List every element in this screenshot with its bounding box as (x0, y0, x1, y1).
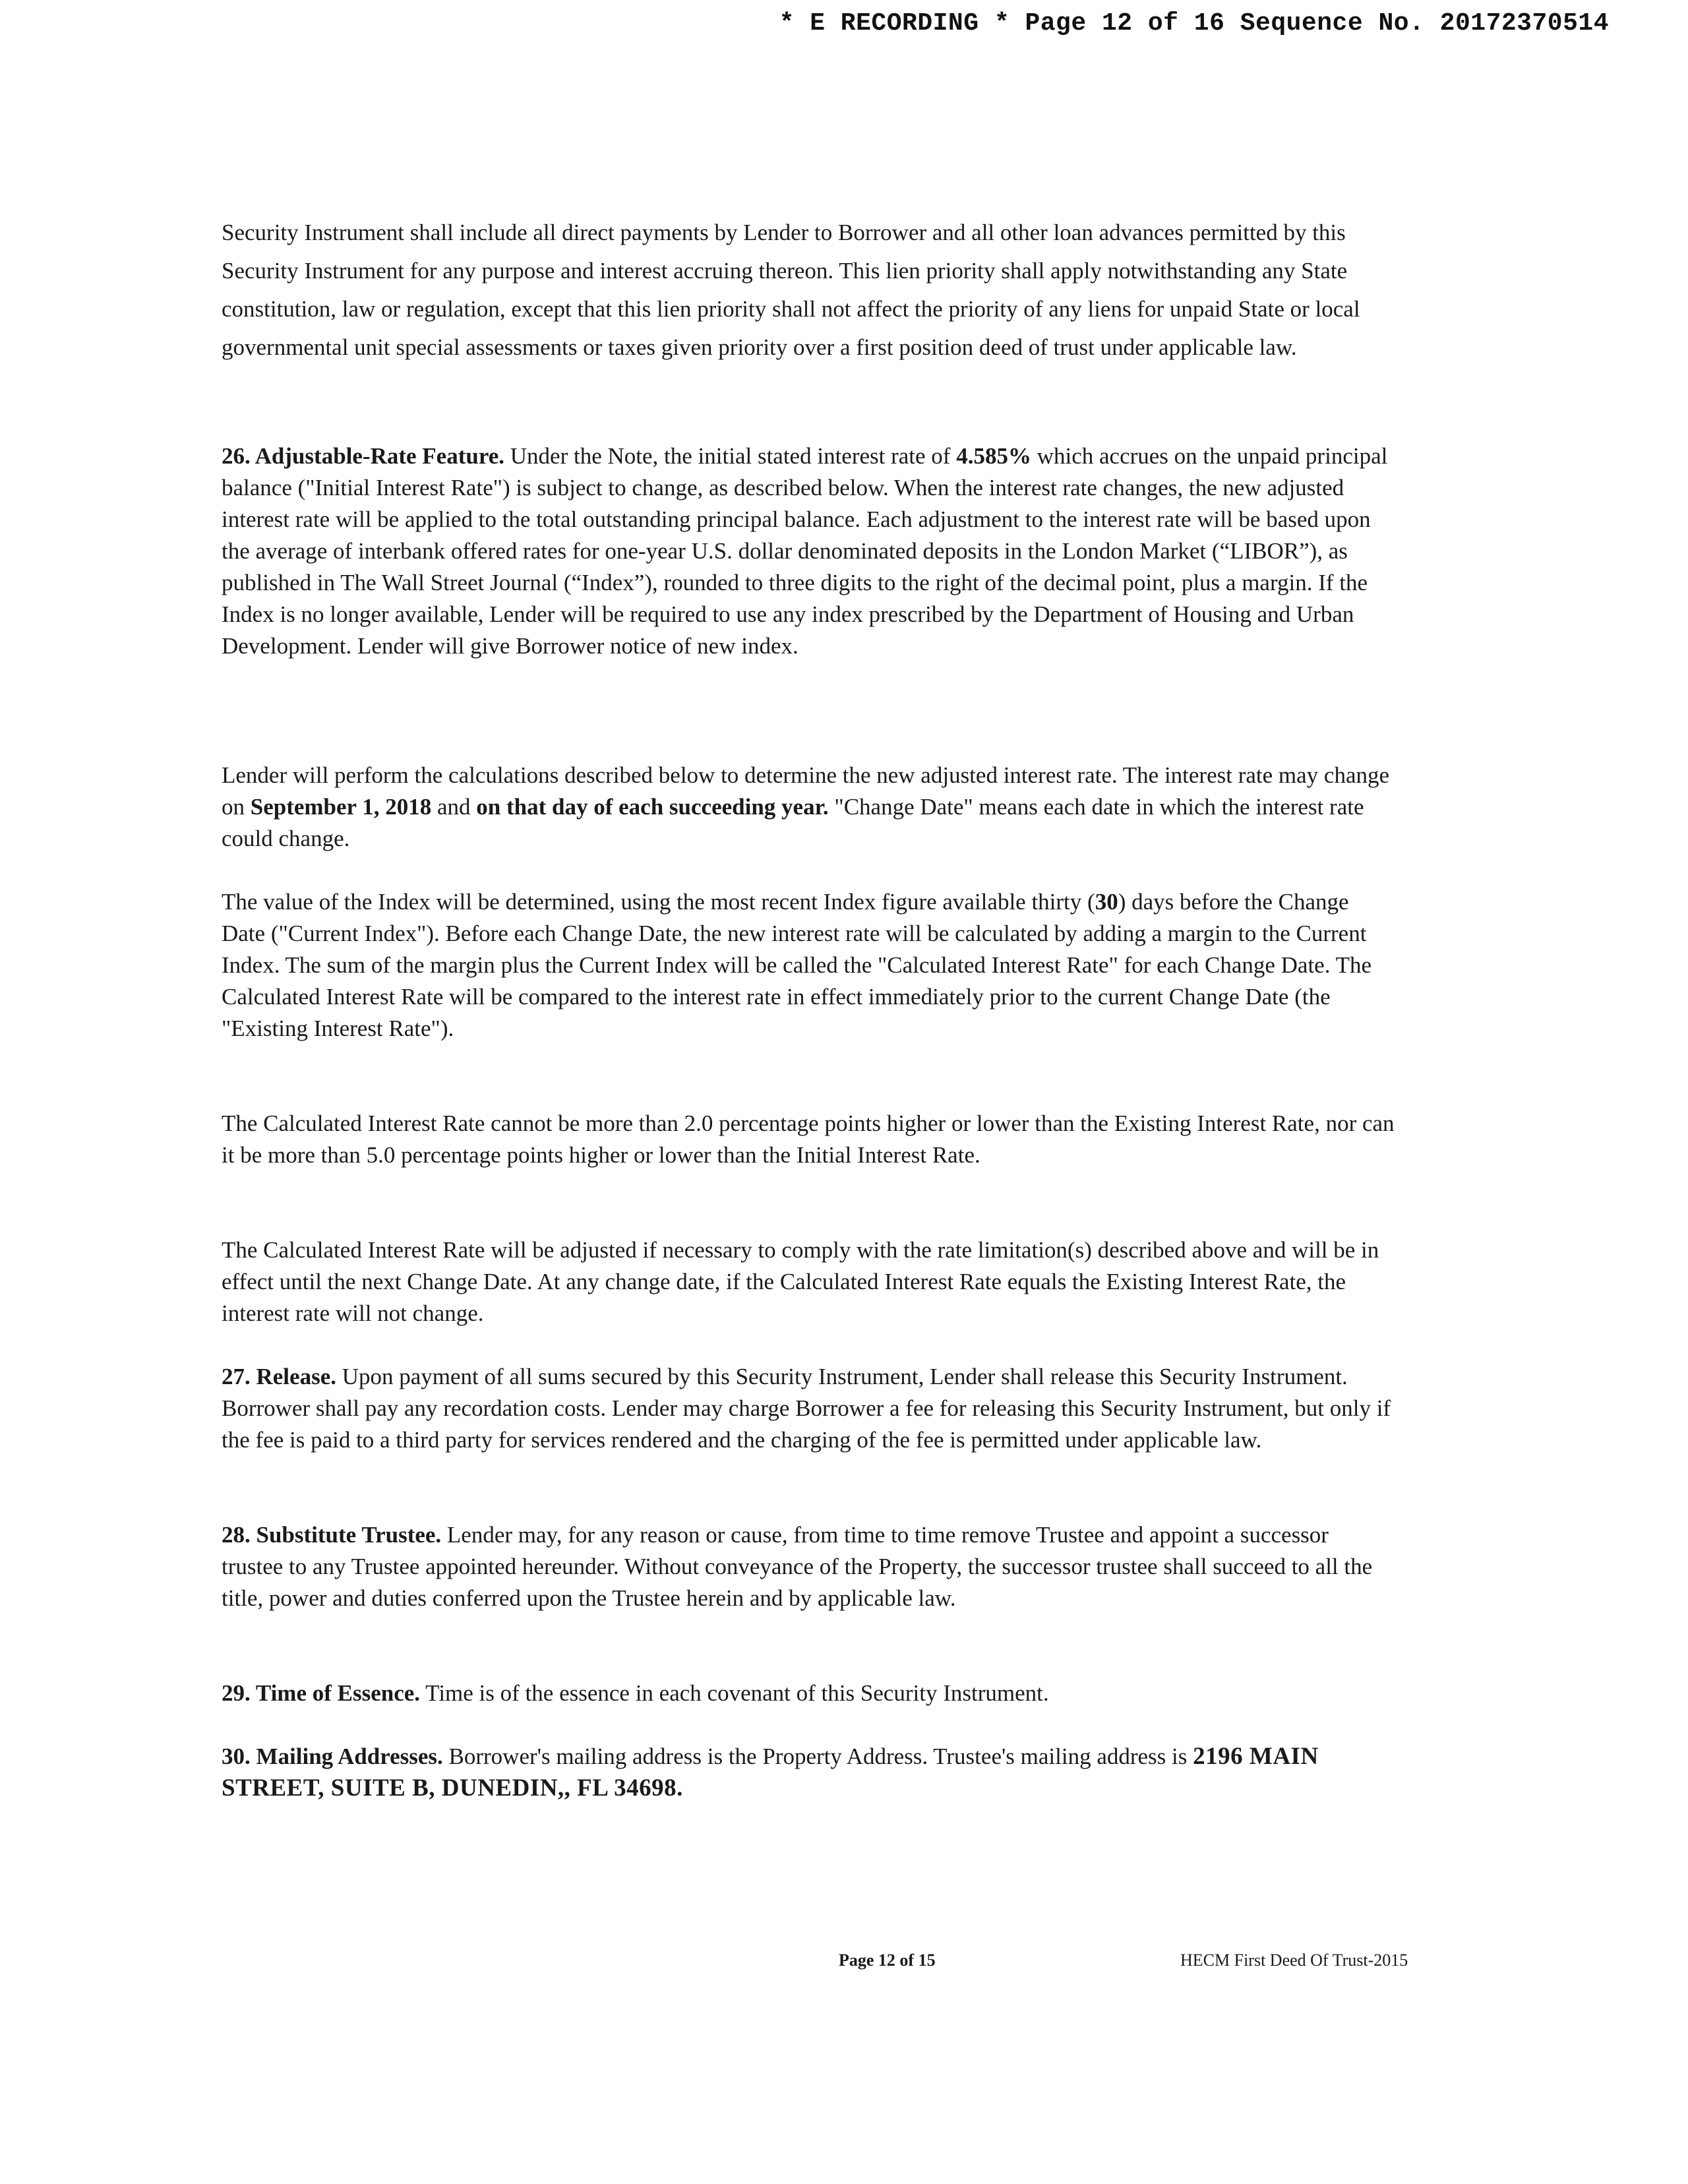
section-28-text: Lender may, for any reason or cause, from time to time remove Trustee and appoint a successor trustee to any Trustee appointed hereunder. Without conveyance of the Property, the successor trustee shall succeed to all the title, power and duties conferred upon the Trustee herein and by applicable law. (222, 1522, 1373, 1611)
rate-adjustment-paragraph (222, 1234, 1395, 1329)
section-29-time-of-essence (222, 1678, 1395, 1709)
rate-caps-text: The Calculated Interest Rate cannot be more than 2.0 percentage points higher or lower than the Existing Interest Rate, nor can it be more than 5.0 percentage points higher or lower than the Initial Interest Rate. (222, 1110, 1395, 1168)
section-26-heading: 26. Adjustable-Rate Feature. (222, 443, 505, 469)
section-29-paragraph (222, 1678, 1395, 1709)
index-value-text (222, 886, 1395, 1045)
change-date-text-b: and (431, 794, 477, 820)
change-date-text-a: Lender will perform the calculations described below to determine the new adjusted interest rate. The interest rate may change on (222, 762, 1390, 820)
lookback-days: 30 (1095, 889, 1118, 915)
footer-page-number: Page 12 of 15 (839, 1951, 936, 1970)
section-29-heading: 29. Time of Essence. (222, 1680, 421, 1706)
section-28-heading: 28. Substitute Trustee. (222, 1522, 442, 1548)
rate-adjustment-text: The Calculated Interest Rate will be adjusted if necessary to comply with the rate limitation(s) described above and will be in effect until the next Change Date. At any change date, if the Calculated Interest Rate equals the Existing Interest Rate, the interest rate will not change. (222, 1237, 1379, 1326)
intro-paragraph-text: Security Instrument shall include all direct payments by Lender to Borrower and all other loan advances permitted by this Security Instrument for any purpose and interest accruing thereon. This lien priority shall apply notwithstanding any State constitution, law or regulation, except that this lien priority shall not affect the priority of any liens for unpaid State or local governmental unit special assessments or taxes given priority over a first position deed of trust under applicable law. (222, 220, 1360, 360)
section-27-text: Upon payment of all sums secured by this Security Instrument, Lender shall release this Security Instrument. Borrower shall pay any recordation costs. Lender may charge Borrower a fee for releasing this Security Instrument, but only if the fee is paid to a third party for services rendered and the charging of the fee is permitted under applicable law. (222, 1364, 1391, 1453)
section-30-text: Borrower's mailing address is the Property Address. Trustee's mailing address is (442, 1744, 1193, 1769)
section-27-paragraph (222, 1361, 1395, 1456)
section-26-paragraph (222, 440, 1395, 662)
section-30-paragraph (222, 1741, 1395, 1804)
section-26-text-b: which accrues on the unpaid principal balance ("Initial Interest Rate") is subject to change, as described below. When the interest rate changes, the new adjusted interest rate will be applied to the total outstanding principal balance. Each adjustment to the interest rate will be based upon the average of interbank offered rates for one-year U.S. dollar denominated deposits in the London Market (“LIBOR”), as published in The Wall Street Journal (“Index”), rounded to three digits to the right of the decimal point, plus a margin. If the Index is no longer available, Lender will be required to use any index prescribed by the Department of Housing and Urban Development. Lender will give Borrower notice of new index. (222, 443, 1388, 659)
lien-priority-paragraph (222, 214, 1395, 367)
change-date-text-c: "Change Date" means each date in which the interest rate could change. (222, 794, 1364, 851)
section-30-mailing-addresses (222, 1741, 1395, 1804)
change-date-paragraph (222, 760, 1395, 855)
section-27-heading: 27. Release. (222, 1364, 336, 1389)
section-28-paragraph (222, 1519, 1395, 1614)
index-value-text-a: The value of the Index will be determined, using the most recent Index figure available thirty ( (222, 889, 1095, 915)
section-27-release (222, 1361, 1395, 1456)
rate-caps-paragraph (222, 1108, 1395, 1171)
recording-stamp-header: * E RECORDING * Page 12 of 16 Sequence No. 20172370514 (779, 9, 1609, 38)
change-date-recurrence: on that day of each succeeding year. (476, 794, 829, 820)
change-date-text (222, 760, 1395, 855)
section-26-adjustable-rate (222, 440, 1395, 662)
first-change-date: September 1, 2018 (250, 794, 432, 820)
section-28-substitute-trustee (222, 1519, 1395, 1614)
initial-interest-rate-value: 4.585% (956, 443, 1031, 469)
index-value-text-b: ) days before the Change Date ("Current Index"). Before each Change Date, the new interest rate will be calculated by adding a margin to the Current Index. The sum of the margin plus the Current Index will be called the "Calculated Interest Rate" for each Change Date. The Calculated Interest Rate will be compared to the interest rate in effect immediately prior to the current Change Date (the "Existing Interest Rate"). (222, 889, 1372, 1041)
section-26-text-a: Under the Note, the initial stated interest rate of (504, 443, 957, 469)
section-30-heading: 30. Mailing Addresses. (222, 1744, 443, 1769)
index-value-paragraph (222, 886, 1395, 1045)
footer-form-name: HECM First Deed Of Trust-2015 (1180, 1951, 1408, 1970)
trustee-mailing-address: 2196 MAIN STREET, SUITE B, DUNEDIN,, FL 34698. (222, 1743, 1319, 1802)
section-29-text: Time is of the essence in each covenant of this Security Instrument. (420, 1680, 1049, 1706)
